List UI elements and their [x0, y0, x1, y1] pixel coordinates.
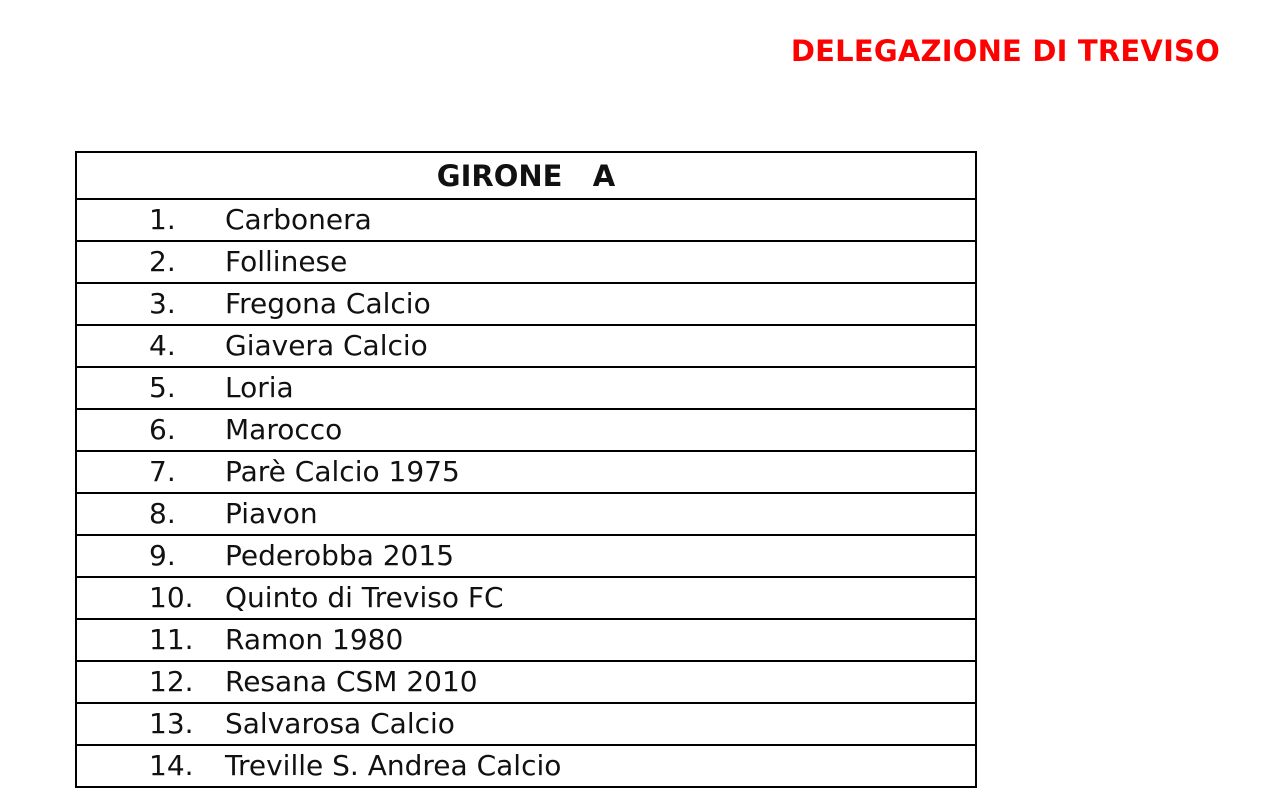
team-name: Resana CSM 2010: [225, 665, 478, 698]
team-name: Treville S. Andrea Calcio: [225, 749, 562, 782]
team-cell: [76, 745, 976, 787]
team-number: 8.: [149, 497, 176, 530]
team-number: 1.: [149, 203, 176, 236]
team-cell: [76, 577, 976, 619]
team-name: Giavera Calcio: [225, 329, 428, 362]
team-cell: [76, 283, 976, 325]
team-cell: [76, 703, 976, 745]
team-cell: [76, 493, 976, 535]
team-number: 6.: [149, 413, 176, 446]
team-cell: [76, 409, 976, 451]
table-row: [76, 745, 976, 787]
table-row: [76, 619, 976, 661]
team-cell: [76, 451, 976, 493]
team-name: Piavon: [225, 497, 318, 530]
group-title: GIRONE A: [76, 152, 976, 199]
team-name: Pederobba 2015: [225, 539, 455, 572]
table-row: [76, 409, 976, 451]
table-row: [76, 325, 976, 367]
team-cell: [76, 535, 976, 577]
table-row: [76, 241, 976, 283]
team-name: Follinese: [225, 245, 348, 278]
team-name: Loria: [225, 371, 294, 404]
team-name: Quinto di Treviso FC: [225, 581, 504, 614]
team-number: 13.: [149, 707, 194, 740]
team-number: 4.: [149, 329, 176, 362]
group-table: [75, 151, 977, 788]
team-number: 14.: [149, 749, 194, 782]
team-list: [76, 199, 976, 787]
table-row: [76, 577, 976, 619]
team-number: 10.: [149, 581, 194, 614]
team-cell: [76, 661, 976, 703]
team-name: Carbonera: [225, 203, 372, 236]
table-row: [76, 661, 976, 703]
team-name: Marocco: [225, 413, 343, 446]
team-number: 12.: [149, 665, 194, 698]
team-name: Fregona Calcio: [225, 287, 431, 320]
team-cell: [76, 619, 976, 661]
table-row: [76, 367, 976, 409]
team-cell: [76, 199, 976, 241]
team-name: Ramon 1980: [225, 623, 404, 656]
team-cell: [76, 325, 976, 367]
table-row: [76, 535, 976, 577]
team-number: 2.: [149, 245, 176, 278]
team-number: 11.: [149, 623, 194, 656]
team-cell: [76, 367, 976, 409]
team-number: 7.: [149, 455, 176, 488]
team-name: Parè Calcio 1975: [225, 455, 460, 488]
table-row: [76, 199, 976, 241]
team-cell: [76, 241, 976, 283]
team-number: 3.: [149, 287, 176, 320]
table-row: [76, 493, 976, 535]
table-row: [76, 283, 976, 325]
table-row: [76, 703, 976, 745]
group-header-row: [76, 152, 976, 199]
organization-title: DELEGAZIONE DI TREVISO: [790, 34, 1220, 68]
team-name: Salvarosa Calcio: [225, 707, 455, 740]
team-number: 5.: [149, 371, 176, 404]
team-number: 9.: [149, 539, 176, 572]
table-row: [76, 451, 976, 493]
